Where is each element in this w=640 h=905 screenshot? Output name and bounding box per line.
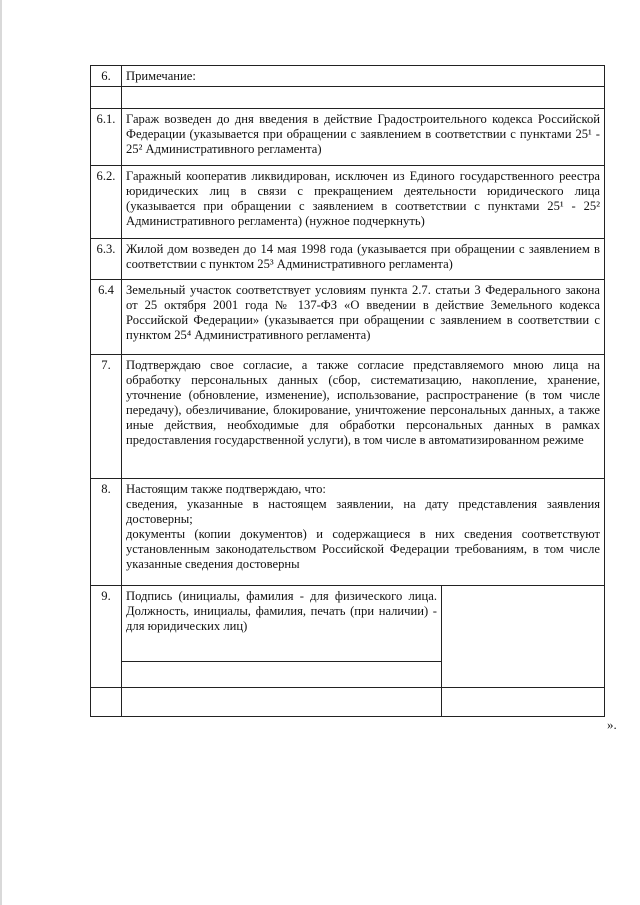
signature-field[interactable] <box>442 586 605 688</box>
row-text <box>122 479 605 586</box>
closing-quote: ». <box>607 717 617 732</box>
table-row-signature <box>91 586 605 662</box>
row-number: 6.4 <box>91 280 122 355</box>
blank-cell[interactable] <box>122 688 442 717</box>
blank-cell <box>91 688 122 717</box>
table-row <box>91 355 605 479</box>
page-edge <box>0 0 2 905</box>
table-row-blank <box>91 87 605 109</box>
row-text: Примечание: <box>122 66 605 87</box>
table-row <box>91 109 605 166</box>
blank-cell <box>122 87 605 109</box>
signature-label <box>122 586 442 662</box>
row-number: 9. <box>91 586 122 688</box>
row-number: 6.2. <box>91 166 122 239</box>
blank-cell <box>122 662 442 688</box>
row-text: Земельный участок соответствует условиям пункта 2.7. статьи 3 Федерального закона от 25 октября 2001 года № 137-ФЗ «О введении в действие Земельного кодекса Российской Федерации» (указывается при обращении с заявлением в соответствии с пунктом 25⁴ Административного регламента) <box>122 280 605 355</box>
table-row <box>91 66 605 87</box>
blank-cell[interactable] <box>442 688 605 717</box>
row-number: 7. <box>91 355 122 479</box>
table-row <box>91 479 605 586</box>
row-text: Жилой дом возведен до 14 мая 1998 года (указывается при обращении с заявлением в соответствии с пунктом 25³ Административного регламента) <box>122 239 605 280</box>
row-text: Гаражный кооператив ликвидирован, исключен из Единого государственного реестра юридических лиц в связи с прекращением деятельности юридического лица (указывается при обращении с заявлением в соответствии с пунктами 25¹ - 25² Административного регламента) (нужное подчеркнуть) <box>122 166 605 239</box>
application-form-table <box>90 65 605 717</box>
table-row-blank <box>91 688 605 717</box>
row-number: 6.3. <box>91 239 122 280</box>
table-row <box>91 166 605 239</box>
row-number: 6. <box>91 66 122 87</box>
text-line: сведения, указанные в настоящем заявлении, на дату представления заявления достоверны; <box>126 497 600 526</box>
text-line: Подпись (инициалы, фамилия - для физического лица. <box>126 589 437 603</box>
row-text: Подтверждаю свое согласие, а также согласие представляемого мною лица на обработку персональных данных (сбор, систематизацию, накопление, хранение, уточнение (обновление, изменение), использование, распространение (в том числе передачу), обезличивание, блокирование, уничтожение персональных данных, а также иные действия, необходимые для обработки персональных данных в рамках предоставления государственной услуги), в том числе в автоматизированном режиме <box>122 355 605 479</box>
row-number: 8. <box>91 479 122 586</box>
row-number: 6.1. <box>91 109 122 166</box>
blank-cell <box>91 87 122 109</box>
table-row <box>91 239 605 280</box>
row-text: Гараж возведен до дня введения в действие Градостроительного кодекса Российской Федерации (указывается при обращении с заявлением в соответствии с пунктами 25¹ - 25² Административного регламента) <box>122 109 605 166</box>
text-line: документы (копии документов) и содержащиеся в них сведения соответствуют установленным законодательством Российской Федерации требованиям, в том числе указанные сведения достоверны <box>126 527 600 571</box>
table-row <box>91 280 605 355</box>
text-line: Должность, инициалы, фамилия, печать (при наличии) - для юридических лиц) <box>126 604 437 633</box>
text-line: Настоящим также подтверждаю, что: <box>126 482 326 496</box>
